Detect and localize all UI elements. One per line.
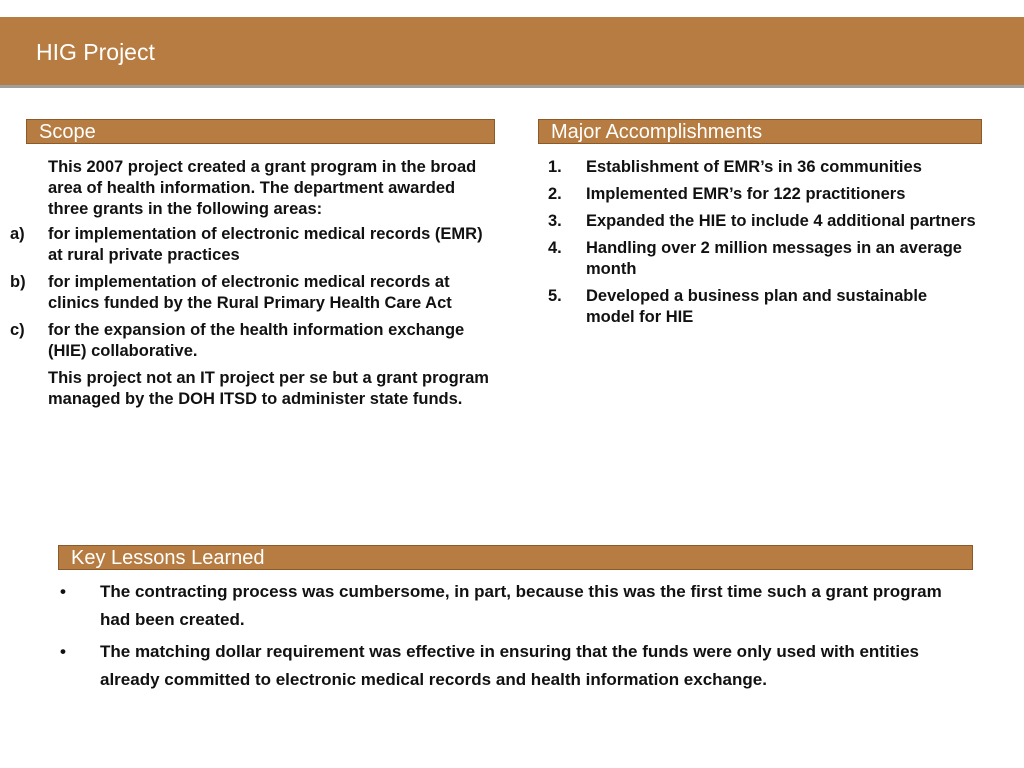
list-marker: 5. [548,287,562,305]
list-marker: c) [10,321,25,339]
scope-item [10,224,495,266]
scope-closing: This project not an IT project per se but a grant program managed by the DOH ITSD to administer state funds. [48,369,489,408]
accomplishment-text: Implemented EMR’s for 122 practitioners [586,185,906,203]
accomplishment-text: Expanded the HIE to include 4 additional partners [586,212,976,230]
lesson-text: The contracting process was cumbersome, in part, because this was the first time such a grant program had been created. [100,582,942,629]
list-marker: 2. [548,185,562,203]
bullet-marker: • [60,642,66,661]
title-bar [0,17,1024,88]
bullet-marker: • [60,582,66,601]
scope-item-text: for implementation of electronic medical records at clinics funded by the Rural Primary Health Care Act [48,273,452,312]
accomplishment-item [548,184,978,205]
scope-item [10,272,495,314]
lesson-item [60,638,960,694]
accomplishments-header: Major Accomplishments [538,119,982,144]
list-marker: a) [10,225,25,243]
accomplishment-item [548,286,978,328]
accomplishment-text: Establishment of EMR’s in 36 communities [586,158,922,176]
list-marker: b) [10,273,26,291]
list-marker: 3. [548,212,562,230]
scope-item [10,320,495,362]
list-marker: 4. [548,239,562,257]
accomplishment-text: Handling over 2 million messages in an average month [586,239,962,278]
accomplishment-text: Developed a business plan and sustainable model for HIE [586,287,928,326]
list-marker: 1. [548,158,562,176]
lesson-text: The matching dollar requirement was effective in ensuring that the funds were only used with entities already committed to electronic medical records and health information exchange. [100,642,919,689]
lessons-list [60,578,960,698]
scope-header: Scope [26,119,495,144]
scope-item-text: for implementation of electronic medical records (EMR) at rural private practices [48,225,483,264]
accomplishment-item [548,238,978,280]
lesson-item [60,578,960,634]
accomplishment-item [548,211,978,232]
scope-intro: This 2007 project created a grant program in the broad area of health information. The department awarded three grants in the following areas: [48,158,477,218]
accomplishment-item [548,157,978,178]
accomplishments-list [548,157,978,334]
lessons-header: Key Lessons Learned [58,545,973,570]
scope-body [10,157,495,410]
scope-item-text: for the expansion of the health information exchange (HIE) collaborative. [48,321,465,360]
slide-title: HIG Project [36,39,155,65]
